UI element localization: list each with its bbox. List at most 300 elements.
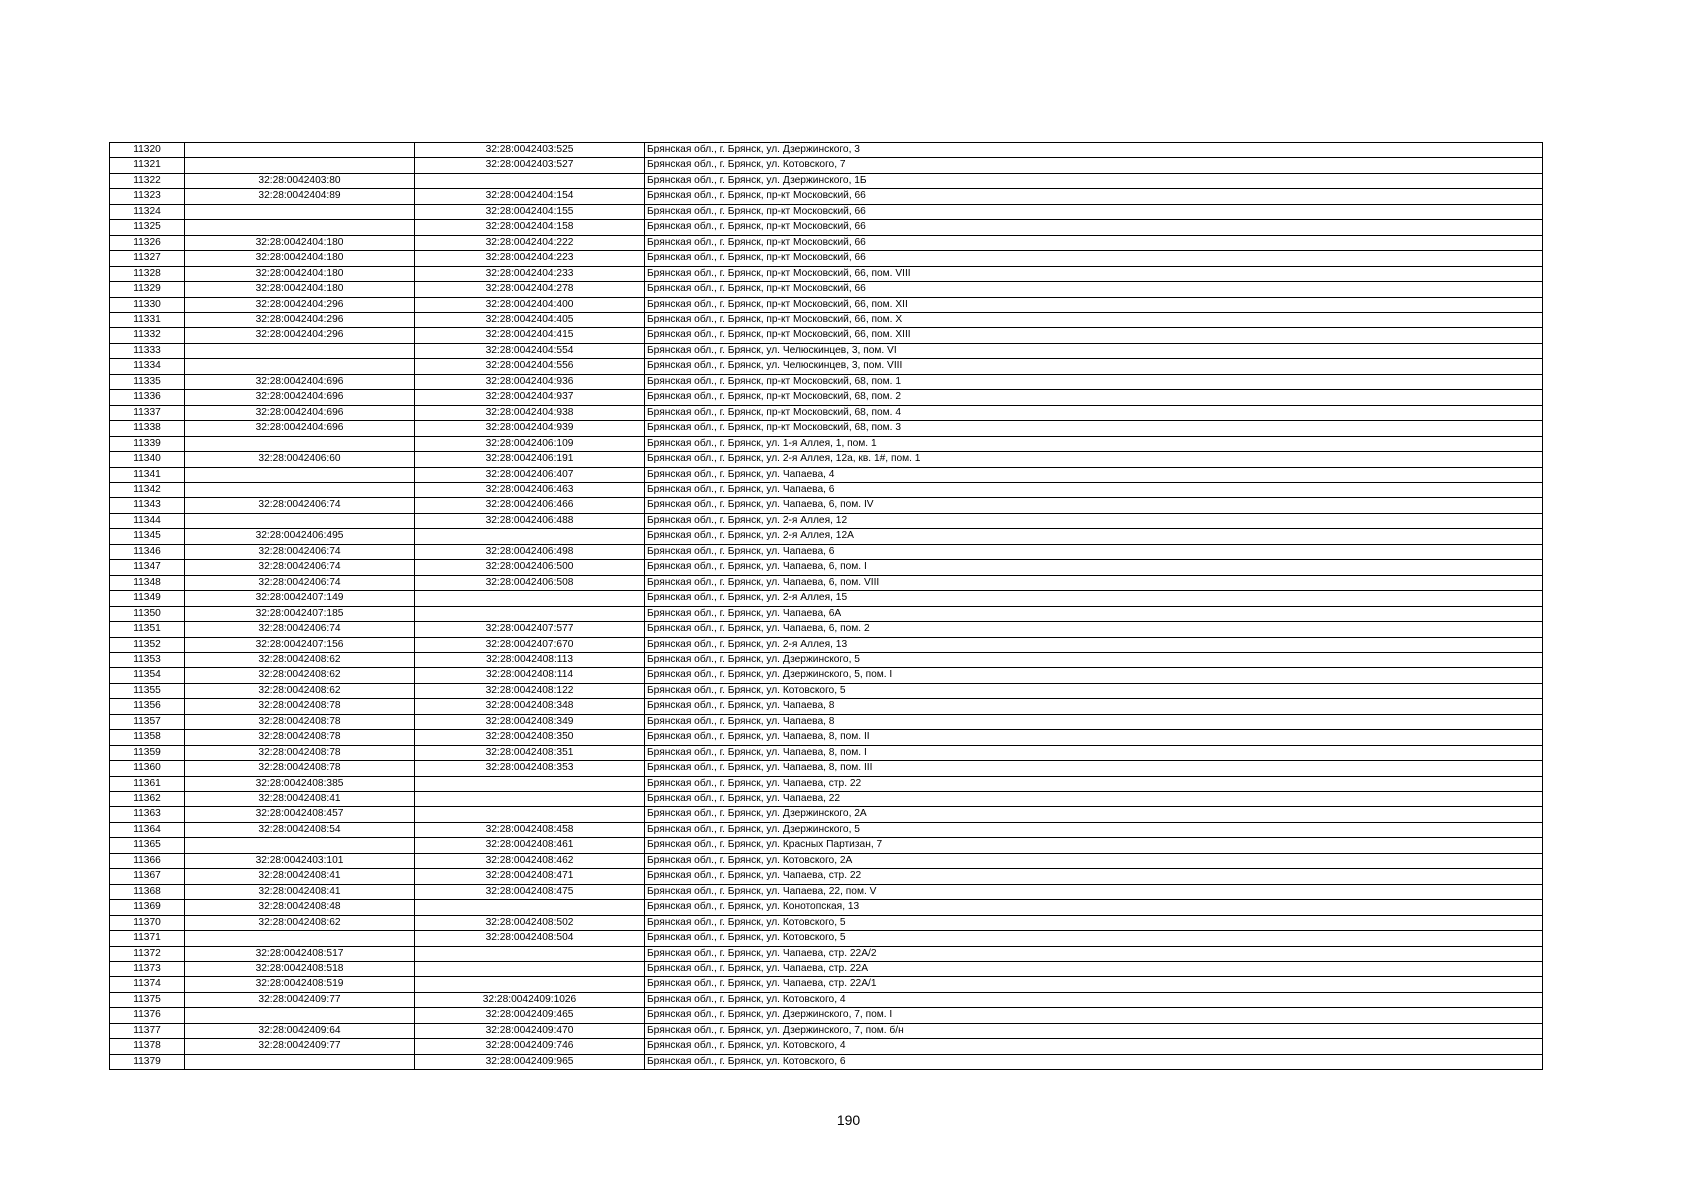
table-row [110,652,1543,667]
table-row [110,1023,1543,1038]
address-cell: Брянская обл., г. Брянск, пр-кт Московский, 66, пом. X [645,312,1543,327]
cadastral-number-cell: 32:28:0042404:554 [415,343,645,358]
cadastral-parent-cell: 32:28:0042408:78 [185,761,415,776]
cadastral-number-cell: 32:28:0042404:556 [415,359,645,374]
cadastral-parent-cell [185,220,415,235]
cadastral-number-cell: 32:28:0042408:351 [415,745,645,760]
cadastral-number-cell: 32:28:0042408:461 [415,838,645,853]
cadastral-parent-cell: 32:28:0042408:62 [185,683,415,698]
address-cell: Брянская обл., г. Брянск, ул. Чапаева, 6, пом. IV [645,498,1543,513]
cadastral-parent-cell: 32:28:0042409:77 [185,992,415,1007]
table-row [110,606,1543,621]
row-number-cell: 11339 [110,436,185,451]
address-cell: Брянская обл., г. Брянск, пр-кт Московский, 66, пом. VIII [645,266,1543,281]
page-number: 190 [836,1112,861,1128]
cadastral-number-cell: 32:28:0042408:462 [415,853,645,868]
table-row [110,173,1543,188]
row-number-cell: 11357 [110,714,185,729]
table-row [110,220,1543,235]
table-row [110,374,1543,389]
cadastral-parent-cell: 32:28:0042408:41 [185,869,415,884]
address-cell: Брянская обл., г. Брянск, ул. Чапаева, 8, пом. III [645,761,1543,776]
row-number-cell: 11340 [110,452,185,467]
row-number-cell: 11341 [110,467,185,482]
row-number-cell: 11322 [110,173,185,188]
cadastral-parent-cell: 32:28:0042406:60 [185,452,415,467]
row-number-cell: 11359 [110,745,185,760]
table-row [110,1008,1543,1023]
row-number-cell: 11358 [110,730,185,745]
row-number-cell: 11373 [110,962,185,977]
table-row [110,359,1543,374]
row-number-cell: 11335 [110,374,185,389]
table-row [110,421,1543,436]
cadastral-number-cell: 32:28:0042404:222 [415,235,645,250]
row-number-cell: 11360 [110,761,185,776]
table-row [110,529,1543,544]
cadastral-number-cell [415,776,645,791]
address-cell: Брянская обл., г. Брянск, ул. 1-я Аллея, 1, пом. 1 [645,436,1543,451]
cadastral-number-cell: 32:28:0042408:475 [415,884,645,899]
address-cell: Брянская обл., г. Брянск, пр-кт Московский, 66 [645,204,1543,219]
address-cell: Брянская обл., г. Брянск, ул. Котовского, 5 [645,931,1543,946]
cadastral-parent-cell: 32:28:0042404:296 [185,328,415,343]
cadastral-number-cell [415,606,645,621]
address-cell: Брянская обл., г. Брянск, ул. Красных Партизан, 7 [645,838,1543,853]
cadastral-parent-cell: 32:28:0042404:696 [185,421,415,436]
table-row [110,282,1543,297]
cadastral-parent-cell: 32:28:0042408:62 [185,652,415,667]
address-cell: Брянская обл., г. Брянск, пр-кт Московский, 68, пом. 3 [645,421,1543,436]
row-number-cell: 11337 [110,405,185,420]
cadastral-number-cell: 32:28:0042408:122 [415,683,645,698]
address-cell: Брянская обл., г. Брянск, ул. Чапаева, 22 [645,792,1543,807]
address-cell: Брянская обл., г. Брянск, пр-кт Московский, 68, пом. 1 [645,374,1543,389]
cadastral-parent-cell: 32:28:0042404:180 [185,235,415,250]
cadastral-number-cell [415,962,645,977]
cadastral-parent-cell: 32:28:0042404:696 [185,374,415,389]
table-row [110,498,1543,513]
cadastral-parent-cell [185,359,415,374]
address-cell: Брянская обл., г. Брянск, ул. Чапаева, стр. 22А/1 [645,977,1543,992]
address-cell: Брянская обл., г. Брянск, ул. Чапаева, стр. 22А [645,962,1543,977]
table-row [110,699,1543,714]
table-row [110,838,1543,853]
address-cell: Брянская обл., г. Брянск, ул. Котовского, 2А [645,853,1543,868]
table-row [110,900,1543,915]
row-number-cell: 11347 [110,560,185,575]
cadastral-parent-cell: 32:28:0042408:54 [185,822,415,837]
cadastral-parent-cell: 32:28:0042406:74 [185,560,415,575]
table-row [110,714,1543,729]
cadastral-parent-cell [185,436,415,451]
cadastral-number-cell: 32:28:0042406:498 [415,544,645,559]
cadastral-parent-cell: 32:28:0042409:64 [185,1023,415,1038]
cadastral-parent-cell [185,204,415,219]
cadastral-parent-cell: 32:28:0042404:696 [185,405,415,420]
address-cell: Брянская обл., г. Брянск, ул. Чапаева, 8, пом. II [645,730,1543,745]
cadastral-number-cell: 32:28:0042408:349 [415,714,645,729]
address-cell: Брянская обл., г. Брянск, ул. Дзержинского, 5, пом. I [645,668,1543,683]
table-row [110,992,1543,1007]
row-number-cell: 11366 [110,853,185,868]
cadastral-parent-cell: 32:28:0042407:185 [185,606,415,621]
address-cell: Брянская обл., г. Брянск, пр-кт Московский, 66 [645,189,1543,204]
row-number-cell: 11343 [110,498,185,513]
cadastral-parent-cell: 32:28:0042404:180 [185,282,415,297]
cadastral-number-cell: 32:28:0042408:353 [415,761,645,776]
address-cell: Брянская обл., г. Брянск, ул. Чапаева, 6 [645,482,1543,497]
registry-table [109,142,1543,1070]
row-number-cell: 11349 [110,591,185,606]
table-row [110,405,1543,420]
address-cell: Брянская обл., г. Брянск, ул. Котовского, 4 [645,1039,1543,1054]
row-number-cell: 11354 [110,668,185,683]
cadastral-parent-cell [185,482,415,497]
cadastral-parent-cell: 32:28:0042406:74 [185,544,415,559]
row-number-cell: 11361 [110,776,185,791]
address-cell: Брянская обл., г. Брянск, пр-кт Московский, 66, пом. XII [645,297,1543,312]
table-row [110,668,1543,683]
table-row [110,977,1543,992]
cadastral-parent-cell: 32:28:0042408:62 [185,915,415,930]
cadastral-parent-cell: 32:28:0042408:457 [185,807,415,822]
table-row [110,328,1543,343]
cadastral-number-cell: 32:28:0042408:348 [415,699,645,714]
address-cell: Брянская обл., г. Брянск, ул. Чапаева, 6А [645,606,1543,621]
address-cell: Брянская обл., г. Брянск, ул. 2-я Аллея, 12 [645,513,1543,528]
cadastral-parent-cell: 32:28:0042408:48 [185,900,415,915]
table-row [110,544,1543,559]
cadastral-number-cell: 32:28:0042406:508 [415,575,645,590]
cadastral-parent-cell [185,467,415,482]
table-row [110,792,1543,807]
cadastral-number-cell [415,173,645,188]
cadastral-parent-cell: 32:28:0042408:517 [185,946,415,961]
address-cell: Брянская обл., г. Брянск, пр-кт Московский, 68, пом. 4 [645,405,1543,420]
cadastral-number-cell: 32:28:0042404:936 [415,374,645,389]
row-number-cell: 11338 [110,421,185,436]
cadastral-parent-cell: 32:28:0042408:62 [185,668,415,683]
address-cell: Брянская обл., г. Брянск, ул. Котовского, 5 [645,683,1543,698]
row-number-cell: 11330 [110,297,185,312]
address-cell: Брянская обл., г. Брянск, ул. Чапаева, 22, пом. V [645,884,1543,899]
cadastral-number-cell: 32:28:0042406:407 [415,467,645,482]
cadastral-parent-cell [185,158,415,173]
address-cell: Брянская обл., г. Брянск, ул. 2-я Аллея, 12а, кв. 1#, пом. 1 [645,452,1543,467]
cadastral-number-cell: 32:28:0042409:965 [415,1054,645,1069]
row-number-cell: 11320 [110,143,185,158]
cadastral-parent-cell: 32:28:0042408:78 [185,745,415,760]
address-cell: Брянская обл., г. Брянск, ул. Чапаева, 8, пом. I [645,745,1543,760]
table-row [110,637,1543,652]
address-cell: Брянская обл., г. Брянск, ул. Чапаева, 4 [645,467,1543,482]
address-cell: Брянская обл., г. Брянск, ул. Дзержинского, 7, пом. I [645,1008,1543,1023]
row-number-cell: 11379 [110,1054,185,1069]
row-number-cell: 11356 [110,699,185,714]
address-cell: Брянская обл., г. Брянск, ул. Чапаева, 8 [645,699,1543,714]
address-cell: Брянская обл., г. Брянск, пр-кт Московский, 66 [645,220,1543,235]
cadastral-number-cell: 32:28:0042403:527 [415,158,645,173]
table-row [110,1054,1543,1069]
address-cell: Брянская обл., г. Брянск, ул. Чапаева, стр. 22 [645,869,1543,884]
cadastral-parent-cell: 32:28:0042406:74 [185,575,415,590]
table-row [110,189,1543,204]
table-row [110,683,1543,698]
cadastral-number-cell: 32:28:0042409:1026 [415,992,645,1007]
address-cell: Брянская обл., г. Брянск, ул. 2-я Аллея, 13 [645,637,1543,652]
address-cell: Брянская обл., г. Брянск, пр-кт Московский, 66 [645,235,1543,250]
address-cell: Брянская обл., г. Брянск, ул. Чапаева, 6 [645,544,1543,559]
row-number-cell: 11363 [110,807,185,822]
address-cell: Брянская обл., г. Брянск, ул. Дзержинского, 1Б [645,173,1543,188]
cadastral-parent-cell: 32:28:0042408:41 [185,792,415,807]
table-row [110,312,1543,327]
row-number-cell: 11364 [110,822,185,837]
cadastral-parent-cell: 32:28:0042408:41 [185,884,415,899]
cadastral-number-cell: 32:28:0042407:670 [415,637,645,652]
cadastral-number-cell: 32:28:0042404:223 [415,251,645,266]
cadastral-parent-cell [185,143,415,158]
cadastral-number-cell: 32:28:0042406:466 [415,498,645,513]
table-row [110,560,1543,575]
address-cell: Брянская обл., г. Брянск, ул. Дзержинского, 5 [645,822,1543,837]
table-row [110,853,1543,868]
cadastral-parent-cell: 32:28:0042406:74 [185,498,415,513]
cadastral-number-cell: 32:28:0042404:937 [415,390,645,405]
row-number-cell: 11333 [110,343,185,358]
cadastral-parent-cell: 32:28:0042408:519 [185,977,415,992]
table-row [110,730,1543,745]
table-row [110,266,1543,281]
cadastral-parent-cell: 32:28:0042408:518 [185,962,415,977]
cadastral-number-cell: 32:28:0042404:233 [415,266,645,281]
table-row [110,591,1543,606]
cadastral-parent-cell: 32:28:0042408:385 [185,776,415,791]
row-number-cell: 11374 [110,977,185,992]
row-number-cell: 11368 [110,884,185,899]
row-number-cell: 11336 [110,390,185,405]
registry-table-body [110,143,1543,1070]
cadastral-number-cell: 32:28:0042408:504 [415,931,645,946]
table-row [110,235,1543,250]
cadastral-number-cell: 32:28:0042404:158 [415,220,645,235]
cadastral-parent-cell: 32:28:0042406:74 [185,622,415,637]
row-number-cell: 11327 [110,251,185,266]
cadastral-number-cell: 32:28:0042406:191 [415,452,645,467]
cadastral-parent-cell: 32:28:0042404:180 [185,266,415,281]
cadastral-number-cell: 32:28:0042404:278 [415,282,645,297]
cadastral-number-cell: 32:28:0042404:155 [415,204,645,219]
row-number-cell: 11371 [110,931,185,946]
address-cell: Брянская обл., г. Брянск, ул. Чапаева, стр. 22А/2 [645,946,1543,961]
table-row [110,761,1543,776]
row-number-cell: 11372 [110,946,185,961]
cadastral-number-cell: 32:28:0042408:471 [415,869,645,884]
row-number-cell: 11328 [110,266,185,281]
address-cell: Брянская обл., г. Брянск, пр-кт Московский, 66, пом. XIII [645,328,1543,343]
row-number-cell: 11324 [110,204,185,219]
address-cell: Брянская обл., г. Брянск, ул. Котовского, 6 [645,1054,1543,1069]
address-cell: Брянская обл., г. Брянск, ул. Дзержинского, 3 [645,143,1543,158]
cadastral-parent-cell: 32:28:0042408:78 [185,730,415,745]
cadastral-parent-cell [185,513,415,528]
cadastral-parent-cell [185,1054,415,1069]
row-number-cell: 11353 [110,652,185,667]
row-number-cell: 11332 [110,328,185,343]
table-row [110,452,1543,467]
table-row [110,513,1543,528]
row-number-cell: 11323 [110,189,185,204]
cadastral-number-cell: 32:28:0042406:109 [415,436,645,451]
cadastral-number-cell: 32:28:0042408:114 [415,668,645,683]
row-number-cell: 11365 [110,838,185,853]
cadastral-number-cell: 32:28:0042407:577 [415,622,645,637]
table-row [110,158,1543,173]
cadastral-number-cell [415,946,645,961]
table-row [110,946,1543,961]
cadastral-number-cell [415,900,645,915]
cadastral-number-cell: 32:28:0042404:400 [415,297,645,312]
table-row [110,962,1543,977]
cadastral-number-cell: 32:28:0042406:463 [415,482,645,497]
table-row [110,251,1543,266]
address-cell: Брянская обл., г. Брянск, ул. 2-я Аллея, 12А [645,529,1543,544]
row-number-cell: 11321 [110,158,185,173]
row-number-cell: 11378 [110,1039,185,1054]
row-number-cell: 11362 [110,792,185,807]
cadastral-parent-cell: 32:28:0042404:180 [185,251,415,266]
cadastral-parent-cell [185,343,415,358]
table-row [110,776,1543,791]
cadastral-parent-cell: 32:28:0042408:78 [185,714,415,729]
row-number-cell: 11369 [110,900,185,915]
table-row [110,1039,1543,1054]
row-number-cell: 11346 [110,544,185,559]
row-number-cell: 11334 [110,359,185,374]
cadastral-number-cell: 32:28:0042408:458 [415,822,645,837]
row-number-cell: 11326 [110,235,185,250]
cadastral-number-cell: 32:28:0042404:415 [415,328,645,343]
cadastral-parent-cell: 32:28:0042404:696 [185,390,415,405]
cadastral-number-cell [415,792,645,807]
row-number-cell: 11325 [110,220,185,235]
address-cell: Брянская обл., г. Брянск, ул. Котовского, 5 [645,915,1543,930]
cadastral-parent-cell: 32:28:0042408:78 [185,699,415,714]
address-cell: Брянская обл., г. Брянск, ул. Чапаева, 8 [645,714,1543,729]
row-number-cell: 11348 [110,575,185,590]
cadastral-parent-cell [185,931,415,946]
address-cell: Брянская обл., г. Брянск, ул. Котовского, 4 [645,992,1543,1007]
table-row [110,931,1543,946]
table-row [110,869,1543,884]
row-number-cell: 11376 [110,1008,185,1023]
address-cell: Брянская обл., г. Брянск, ул. Дзержинского, 7, пом. б/н [645,1023,1543,1038]
address-cell: Брянская обл., г. Брянск, пр-кт Московский, 66 [645,251,1543,266]
cadastral-parent-cell [185,1008,415,1023]
row-number-cell: 11329 [110,282,185,297]
address-cell: Брянская обл., г. Брянск, ул. 2-я Аллея, 15 [645,591,1543,606]
cadastral-parent-cell: 32:28:0042403:80 [185,173,415,188]
address-cell: Брянская обл., г. Брянск, ул. Челюскинцев, 3, пом. VI [645,343,1543,358]
row-number-cell: 11331 [110,312,185,327]
cadastral-number-cell [415,591,645,606]
cadastral-number-cell: 32:28:0042406:488 [415,513,645,528]
table-row [110,884,1543,899]
cadastral-number-cell: 32:28:0042404:938 [415,405,645,420]
cadastral-parent-cell: 32:28:0042407:149 [185,591,415,606]
table-row [110,622,1543,637]
row-number-cell: 11370 [110,915,185,930]
cadastral-number-cell [415,977,645,992]
table-row [110,343,1543,358]
cadastral-parent-cell: 32:28:0042406:495 [185,529,415,544]
address-cell: Брянская обл., г. Брянск, ул. Челюскинцев, 3, пом. VIII [645,359,1543,374]
address-cell: Брянская обл., г. Брянск, ул. Дзержинского, 2А [645,807,1543,822]
address-cell: Брянская обл., г. Брянск, пр-кт Московский, 66 [645,282,1543,297]
row-number-cell: 11355 [110,683,185,698]
cadastral-number-cell: 32:28:0042403:525 [415,143,645,158]
address-cell: Брянская обл., г. Брянск, ул. Чапаева, 6, пом. 2 [645,622,1543,637]
row-number-cell: 11344 [110,513,185,528]
row-number-cell: 11350 [110,606,185,621]
cadastral-number-cell [415,807,645,822]
table-row [110,807,1543,822]
cadastral-number-cell: 32:28:0042409:470 [415,1023,645,1038]
cadastral-parent-cell [185,838,415,853]
address-cell: Брянская обл., г. Брянск, пр-кт Московский, 68, пом. 2 [645,390,1543,405]
row-number-cell: 11352 [110,637,185,652]
row-number-cell: 11345 [110,529,185,544]
table-row [110,143,1543,158]
cadastral-number-cell: 32:28:0042408:350 [415,730,645,745]
cadastral-number-cell: 32:28:0042406:500 [415,560,645,575]
cadastral-number-cell: 32:28:0042409:465 [415,1008,645,1023]
cadastral-parent-cell: 32:28:0042407:156 [185,637,415,652]
cadastral-number-cell: 32:28:0042404:154 [415,189,645,204]
address-cell: Брянская обл., г. Брянск, ул. Чапаева, 6, пом. I [645,560,1543,575]
address-cell: Брянская обл., г. Брянск, ул. Дзержинского, 5 [645,652,1543,667]
table-row [110,297,1543,312]
row-number-cell: 11342 [110,482,185,497]
cadastral-parent-cell: 32:28:0042404:296 [185,297,415,312]
address-cell: Брянская обл., г. Брянск, ул. Чапаева, 6, пом. VIII [645,575,1543,590]
cadastral-number-cell: 32:28:0042409:746 [415,1039,645,1054]
table-row [110,575,1543,590]
cadastral-number-cell: 32:28:0042404:939 [415,421,645,436]
cadastral-parent-cell: 32:28:0042409:77 [185,1039,415,1054]
row-number-cell: 11377 [110,1023,185,1038]
table-row [110,822,1543,837]
table-row [110,482,1543,497]
cadastral-parent-cell: 32:28:0042404:296 [185,312,415,327]
cadastral-number-cell: 32:28:0042408:502 [415,915,645,930]
table-row [110,745,1543,760]
table-row [110,915,1543,930]
cadastral-parent-cell: 32:28:0042403:101 [185,853,415,868]
row-number-cell: 11375 [110,992,185,1007]
row-number-cell: 11367 [110,869,185,884]
table-row [110,204,1543,219]
table-row [110,390,1543,405]
cadastral-number-cell: 32:28:0042408:113 [415,652,645,667]
table-row [110,436,1543,451]
cadastral-parent-cell: 32:28:0042404:89 [185,189,415,204]
cadastral-number-cell [415,529,645,544]
address-cell: Брянская обл., г. Брянск, ул. Чапаева, стр. 22 [645,776,1543,791]
cadastral-number-cell: 32:28:0042404:405 [415,312,645,327]
address-cell: Брянская обл., г. Брянск, ул. Конотопская, 13 [645,900,1543,915]
